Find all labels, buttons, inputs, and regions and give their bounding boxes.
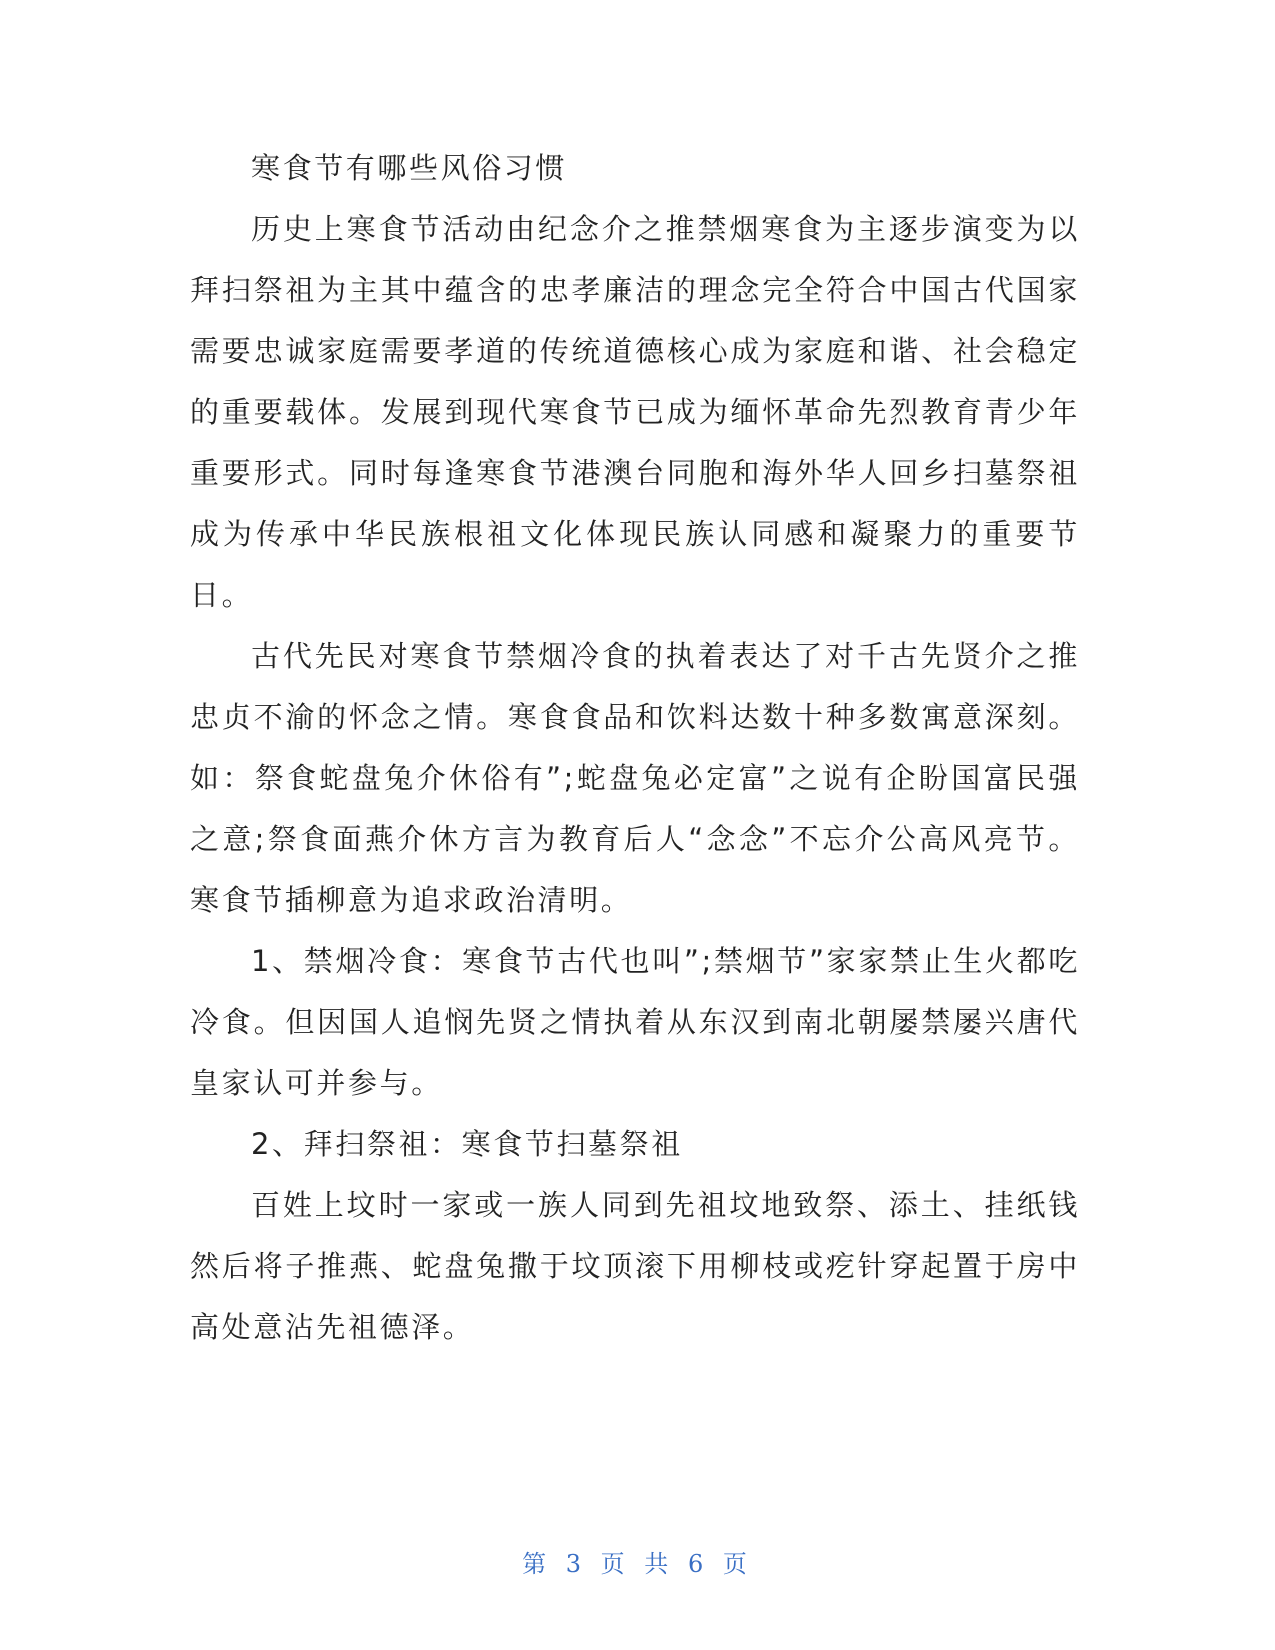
paragraph-custom-tomb-sweeping: 2、拜扫祭祖：寒食节扫墓祭祖 (251, 1127, 683, 1161)
paragraph-history: 历史上寒食节活动由纪念介之推禁烟寒食为主逐步演变为以拜扫祭祖为主其中蕴含的忠孝廉洁的理念完全符合中国古代国家需要忠诚家庭需要孝道的传统道德核心成为家庭和谐、社会稳定的重要载体。发展到现代寒食节已成为缅怀革命先烈教育青少年重要形式。同时每逢寒食节港澳台同胞和海外华人回乡扫墓祭祖成为传承中华民族根祖文化体现民族认同感和凝聚力的重要节日。 (190, 212, 1080, 612)
document-body (190, 138, 1080, 1358)
paragraph-custom-cold-food: 1、禁烟冷食：寒食节古代也叫”;禁烟节”家家禁止生火都吃冷食。但因国人追悯先贤之情执着从东汉到南北朝屡禁屡兴唐代皇家认可并参与。 (190, 944, 1080, 1100)
page-number: 第 3 页 共 6 页 (522, 1550, 753, 1578)
section-heading: 寒食节有哪些风俗习惯 (251, 151, 568, 185)
paragraph-tomb-rituals: 百姓上坟时一家或一族人同到先祖坟地致祭、添土、挂纸钱然后将子推燕、蛇盘兔撒于坟顶滚下用柳枝或疙针穿起置于房中高处意沾先祖德泽。 (190, 1188, 1080, 1344)
paragraph-food-customs: 古代先民对寒食节禁烟冷食的执着表达了对千古先贤介之推忠贞不渝的怀念之情。寒食食品和饮料达数十种多数寓意深刻。如：祭食蛇盘兔介休俗有”;蛇盘兔必定富”之说有企盼国富民强之意;祭食面燕介休方言为教育后人“念念”不忘介公高风亮节。寒食节插柳意为追求政治清明。 (190, 639, 1080, 917)
